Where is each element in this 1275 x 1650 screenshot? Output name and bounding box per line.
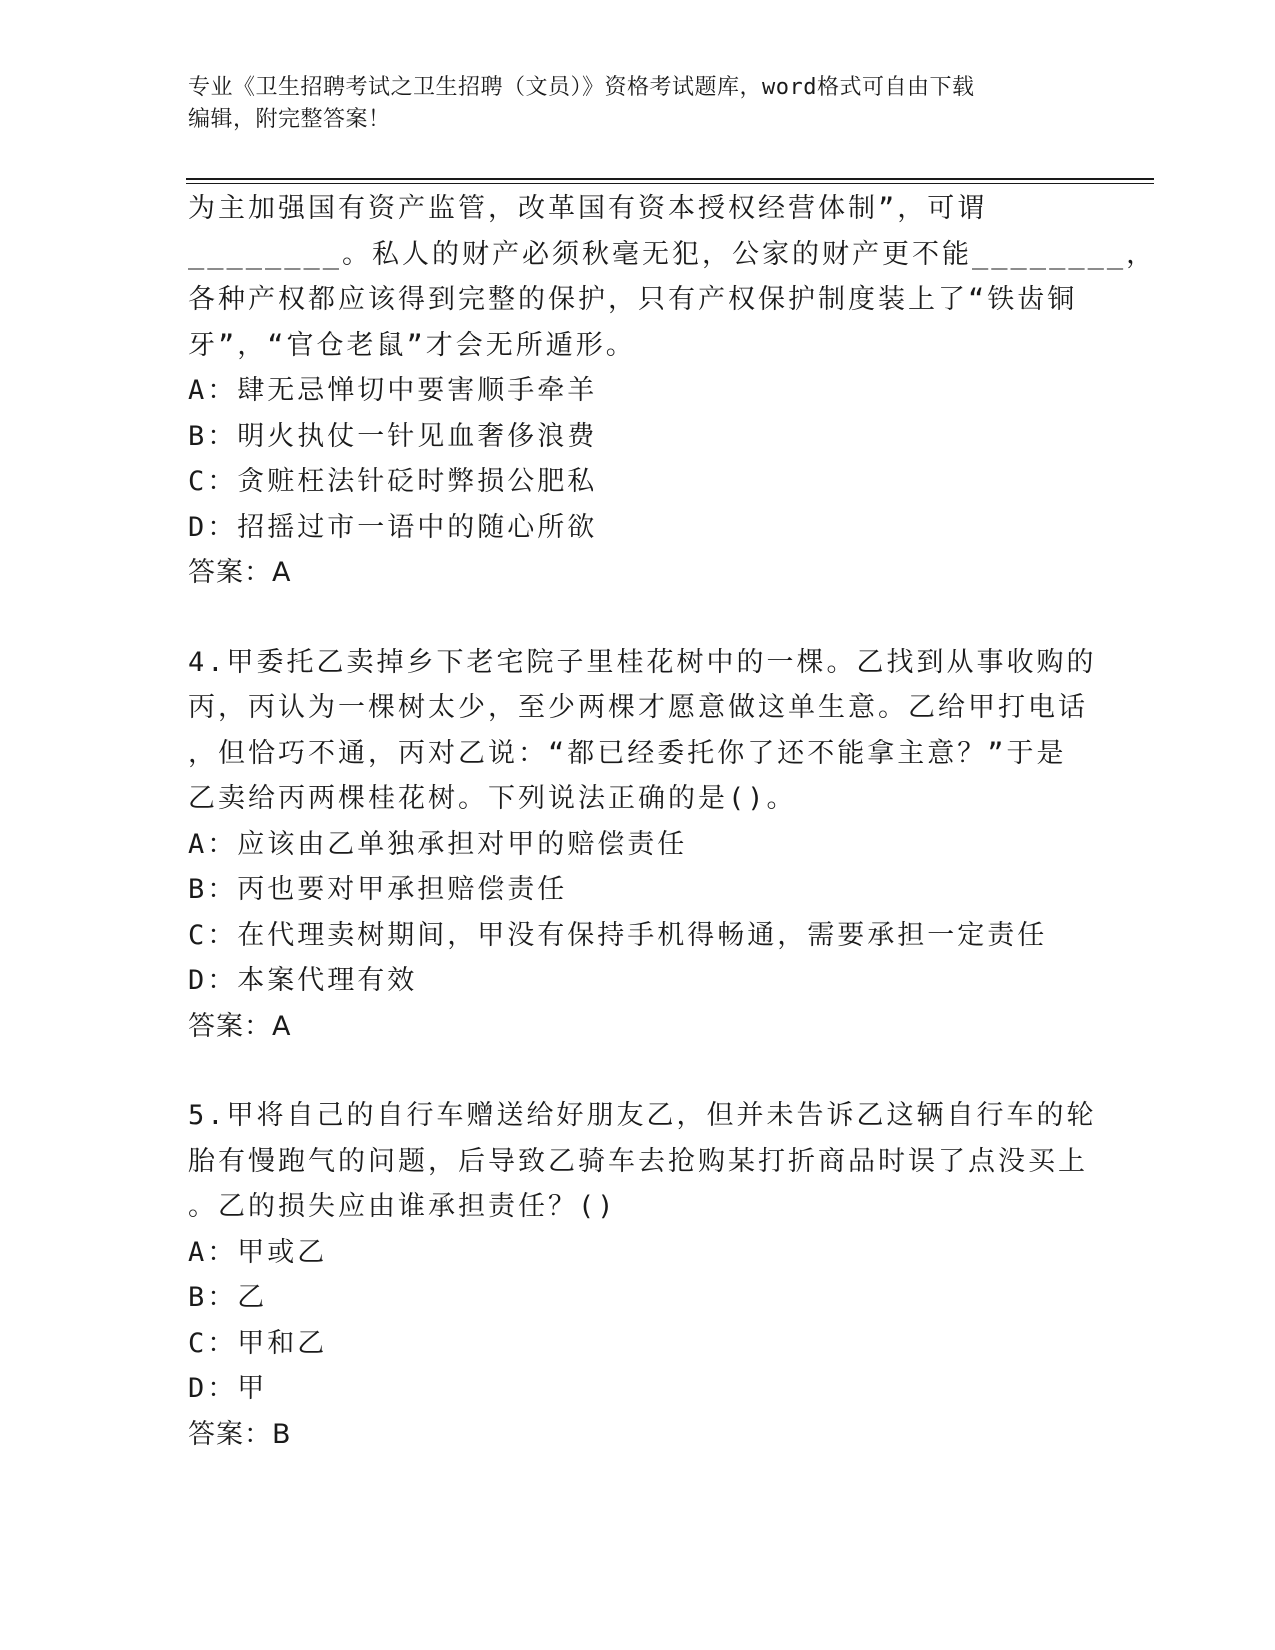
option-b: B：乙 (188, 1282, 268, 1313)
option-a: A：肆无忌惮切中要害顺手牵羊 (188, 375, 598, 406)
header-divider-thick (186, 178, 1154, 180)
option-d: D：本案代理有效 (188, 965, 418, 996)
question-stem-line: 牙”，“官仓老鼠”才会无所遁形。 (188, 329, 636, 361)
option-b: B：丙也要对甲承担赔偿责任 (188, 874, 568, 905)
question-stem-line: 各种产权都应该得到完整的保护，只有产权保护制度装上了“铁齿铜 (188, 284, 1078, 315)
question-stem-line: 丙，丙认为一棵树太少，至少两棵才愿意做这单生意。乙给甲打电话 (188, 692, 1088, 723)
header-divider-thin (186, 183, 1154, 184)
question-block (188, 1093, 1097, 1457)
question-stem-line: 为主加强国有资产监管，改革国有资本授权经营体制”，可谓 (188, 193, 988, 224)
question-stem-line: 4.甲委托乙卖掉乡下老宅院子里桂花树中的一棵。乙找到从事收购的 (188, 646, 1097, 678)
option-d: D：甲 (188, 1373, 268, 1404)
answer-line: 答案：A (188, 1010, 292, 1042)
option-c: C：甲和乙 (188, 1327, 328, 1359)
header-line-2: 编辑，附完整答案！ (188, 107, 391, 132)
option-d: D：招摇过市一语中的随心所欲 (188, 511, 598, 543)
option-a: A：应该由乙单独承担对甲的赔偿责任 (188, 828, 688, 860)
spacer (188, 1049, 1088, 1093)
question-list (188, 186, 1157, 1457)
question-stem-line: ________。私人的财产必须秋毫无犯，公家的财产更不能________， (188, 238, 1157, 270)
option-c: C：在代理卖树期间，甲没有保持手机得畅通，需要承担一定责任 (188, 919, 1048, 951)
answer-line: 答案：A (188, 557, 292, 588)
spacer (188, 596, 1088, 640)
option-c: C：贪赃枉法针砭时弊损公肥私 (188, 466, 598, 497)
document-header (188, 72, 1088, 136)
question-stem-line: 。乙的损失应由谁承担责任？() (188, 1191, 617, 1222)
question-stem-line: 乙卖给丙两棵桂花树。下列说法正确的是()。 (188, 783, 797, 814)
option-a: A：甲或乙 (188, 1236, 328, 1268)
question-stem-line: 胎有慢跑气的问题，后导致乙骑车去抢购某打折商品时误了点没买上 (188, 1145, 1088, 1177)
option-b: B：明火执仗一针见血奢侈浪费 (188, 420, 598, 452)
question-block (188, 186, 1157, 596)
question-stem-line: ，但恰巧不通，丙对乙说：“都已经委托你了还不能拿主意？”于是 (188, 737, 1067, 769)
answer-line: 答案：B (188, 1418, 292, 1450)
question-block (188, 640, 1097, 1050)
header-line-1: 专业《卫生招聘考试之卫生招聘（文员）》资格考试题库，word格式可自由下载 (188, 75, 975, 100)
question-stem-line: 5.甲将自己的自行车赠送给好朋友乙，但并未告诉乙这辆自行车的轮 (188, 1100, 1097, 1131)
